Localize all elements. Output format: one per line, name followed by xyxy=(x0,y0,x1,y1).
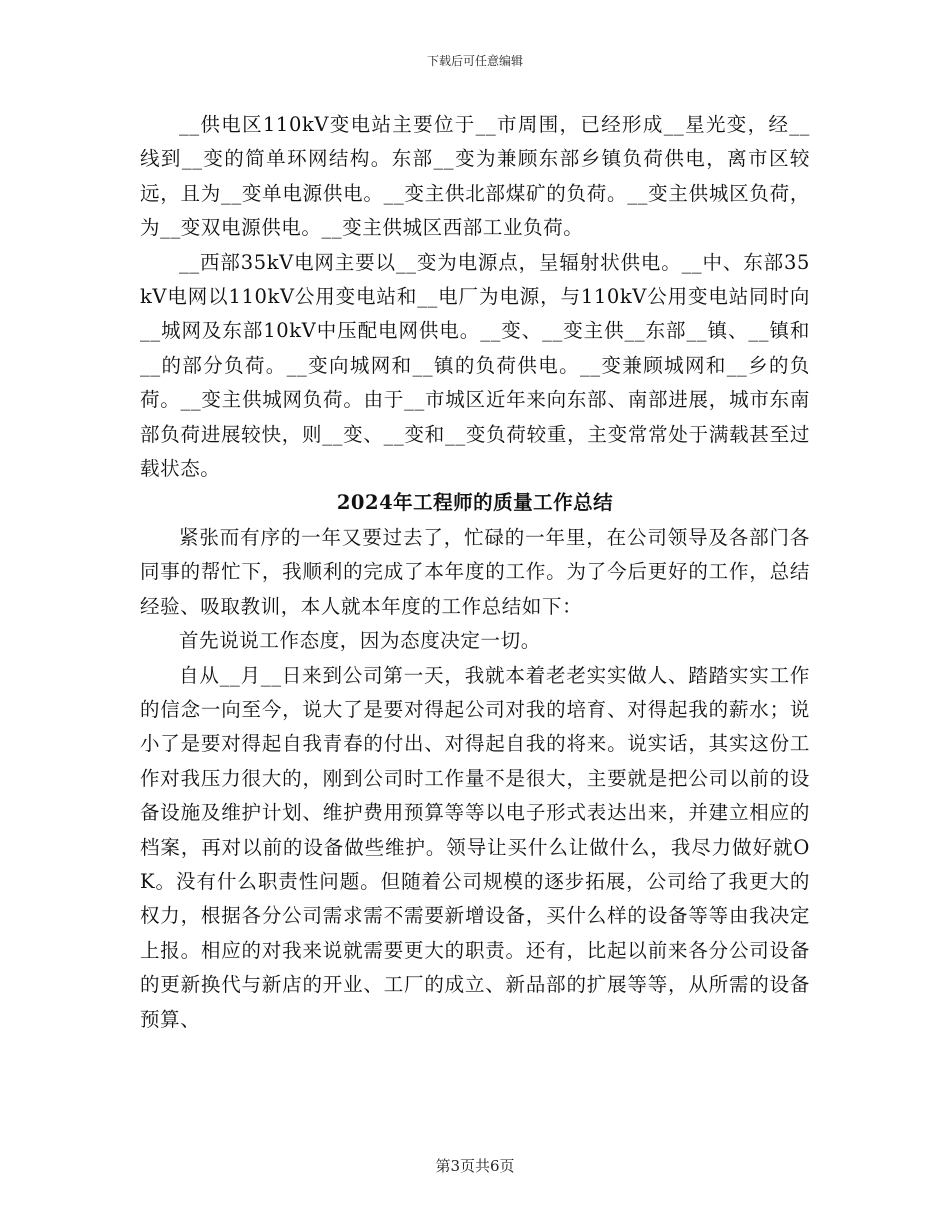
body-paragraph: __供电区110kV变电站主要位于__市周围，已经形成__星光变，经__线到__变的简单环网结构。东部__变为兼顾东部乡镇负荷供电，离市区较远，且为__变单电源供电。__变主供北部煤矿的负荷。__变主供城区负荷，为__变双电源供电。__变主供城区西部工业负荷。 xyxy=(140,113,810,240)
body-paragraph: 首先说说工作态度，因为态度决定一切。 xyxy=(179,629,541,653)
page-header xyxy=(0,53,950,69)
document-body xyxy=(140,108,810,1037)
page-number: 第3页共6页 xyxy=(435,1157,515,1175)
page-footer xyxy=(0,1157,950,1175)
section-title: 2024年工程师的质量工作总结 xyxy=(336,491,614,515)
header-text: 下载后可任意编辑 xyxy=(426,54,523,68)
body-paragraph: __西部35kV电网主要以__变为电源点，呈辐射状供电。__中、东部35kV电网以110kV公用变电站和__电厂为电源，与110kV公用变电站同时向__城网及东部10kV中压配电网供电。__变、__变主供__东部__镇、__镇和__的部分负荷。__变向城网和__镇的负荷供电。__变兼顾城网和__乡的负荷。__变主供城网负荷。由于__市城区近年来向东部、南部进展，城市东南部负荷进展较快，则__变、__变和__变负荷较重，主变常常处于满载甚至过载状态。 xyxy=(140,250,810,481)
body-paragraph: 紧张而有序的一年又要过去了，忙碌的一年里，在公司领导及各部门各同事的帮忙下，我顺利的完成了本年度的工作。为了今后更好的工作，总结经验、吸取教训，本人就本年度的工作总结如下： xyxy=(140,525,810,618)
body-paragraph: 自从__月__日来到公司第一天，我就本着老老实实做人、踏踏实实工作的信念一向至今，说大了是要对得起公司对我的培育、对得起我的薪水；说小了是要对得起自我青春的付出、对得起自我的将来。说实话，其实这份工作对我压力很大的，刚到公司时工作量不是很大，主要就是把公司以前的设备设施及维护计划、维护费用预算等等以电子形式表达出来，并建立相应的档案，再对以前的设备做些维护。领导让买什么让做什么，我尽力做好就OK。没有什么职责性问题。但随着公司规模的逐步拓展，公司给了我更大的权力，根据各分公司需求需不需要新增设备，买什么样的设备等等由我决定上报。相应的对我来说就需要更大的职责。还有，比起以前来各分公司设备的更新换代与新店的开业、工厂的成立、新品部的扩展等等，从所需的设备预算、 xyxy=(140,663,810,1031)
